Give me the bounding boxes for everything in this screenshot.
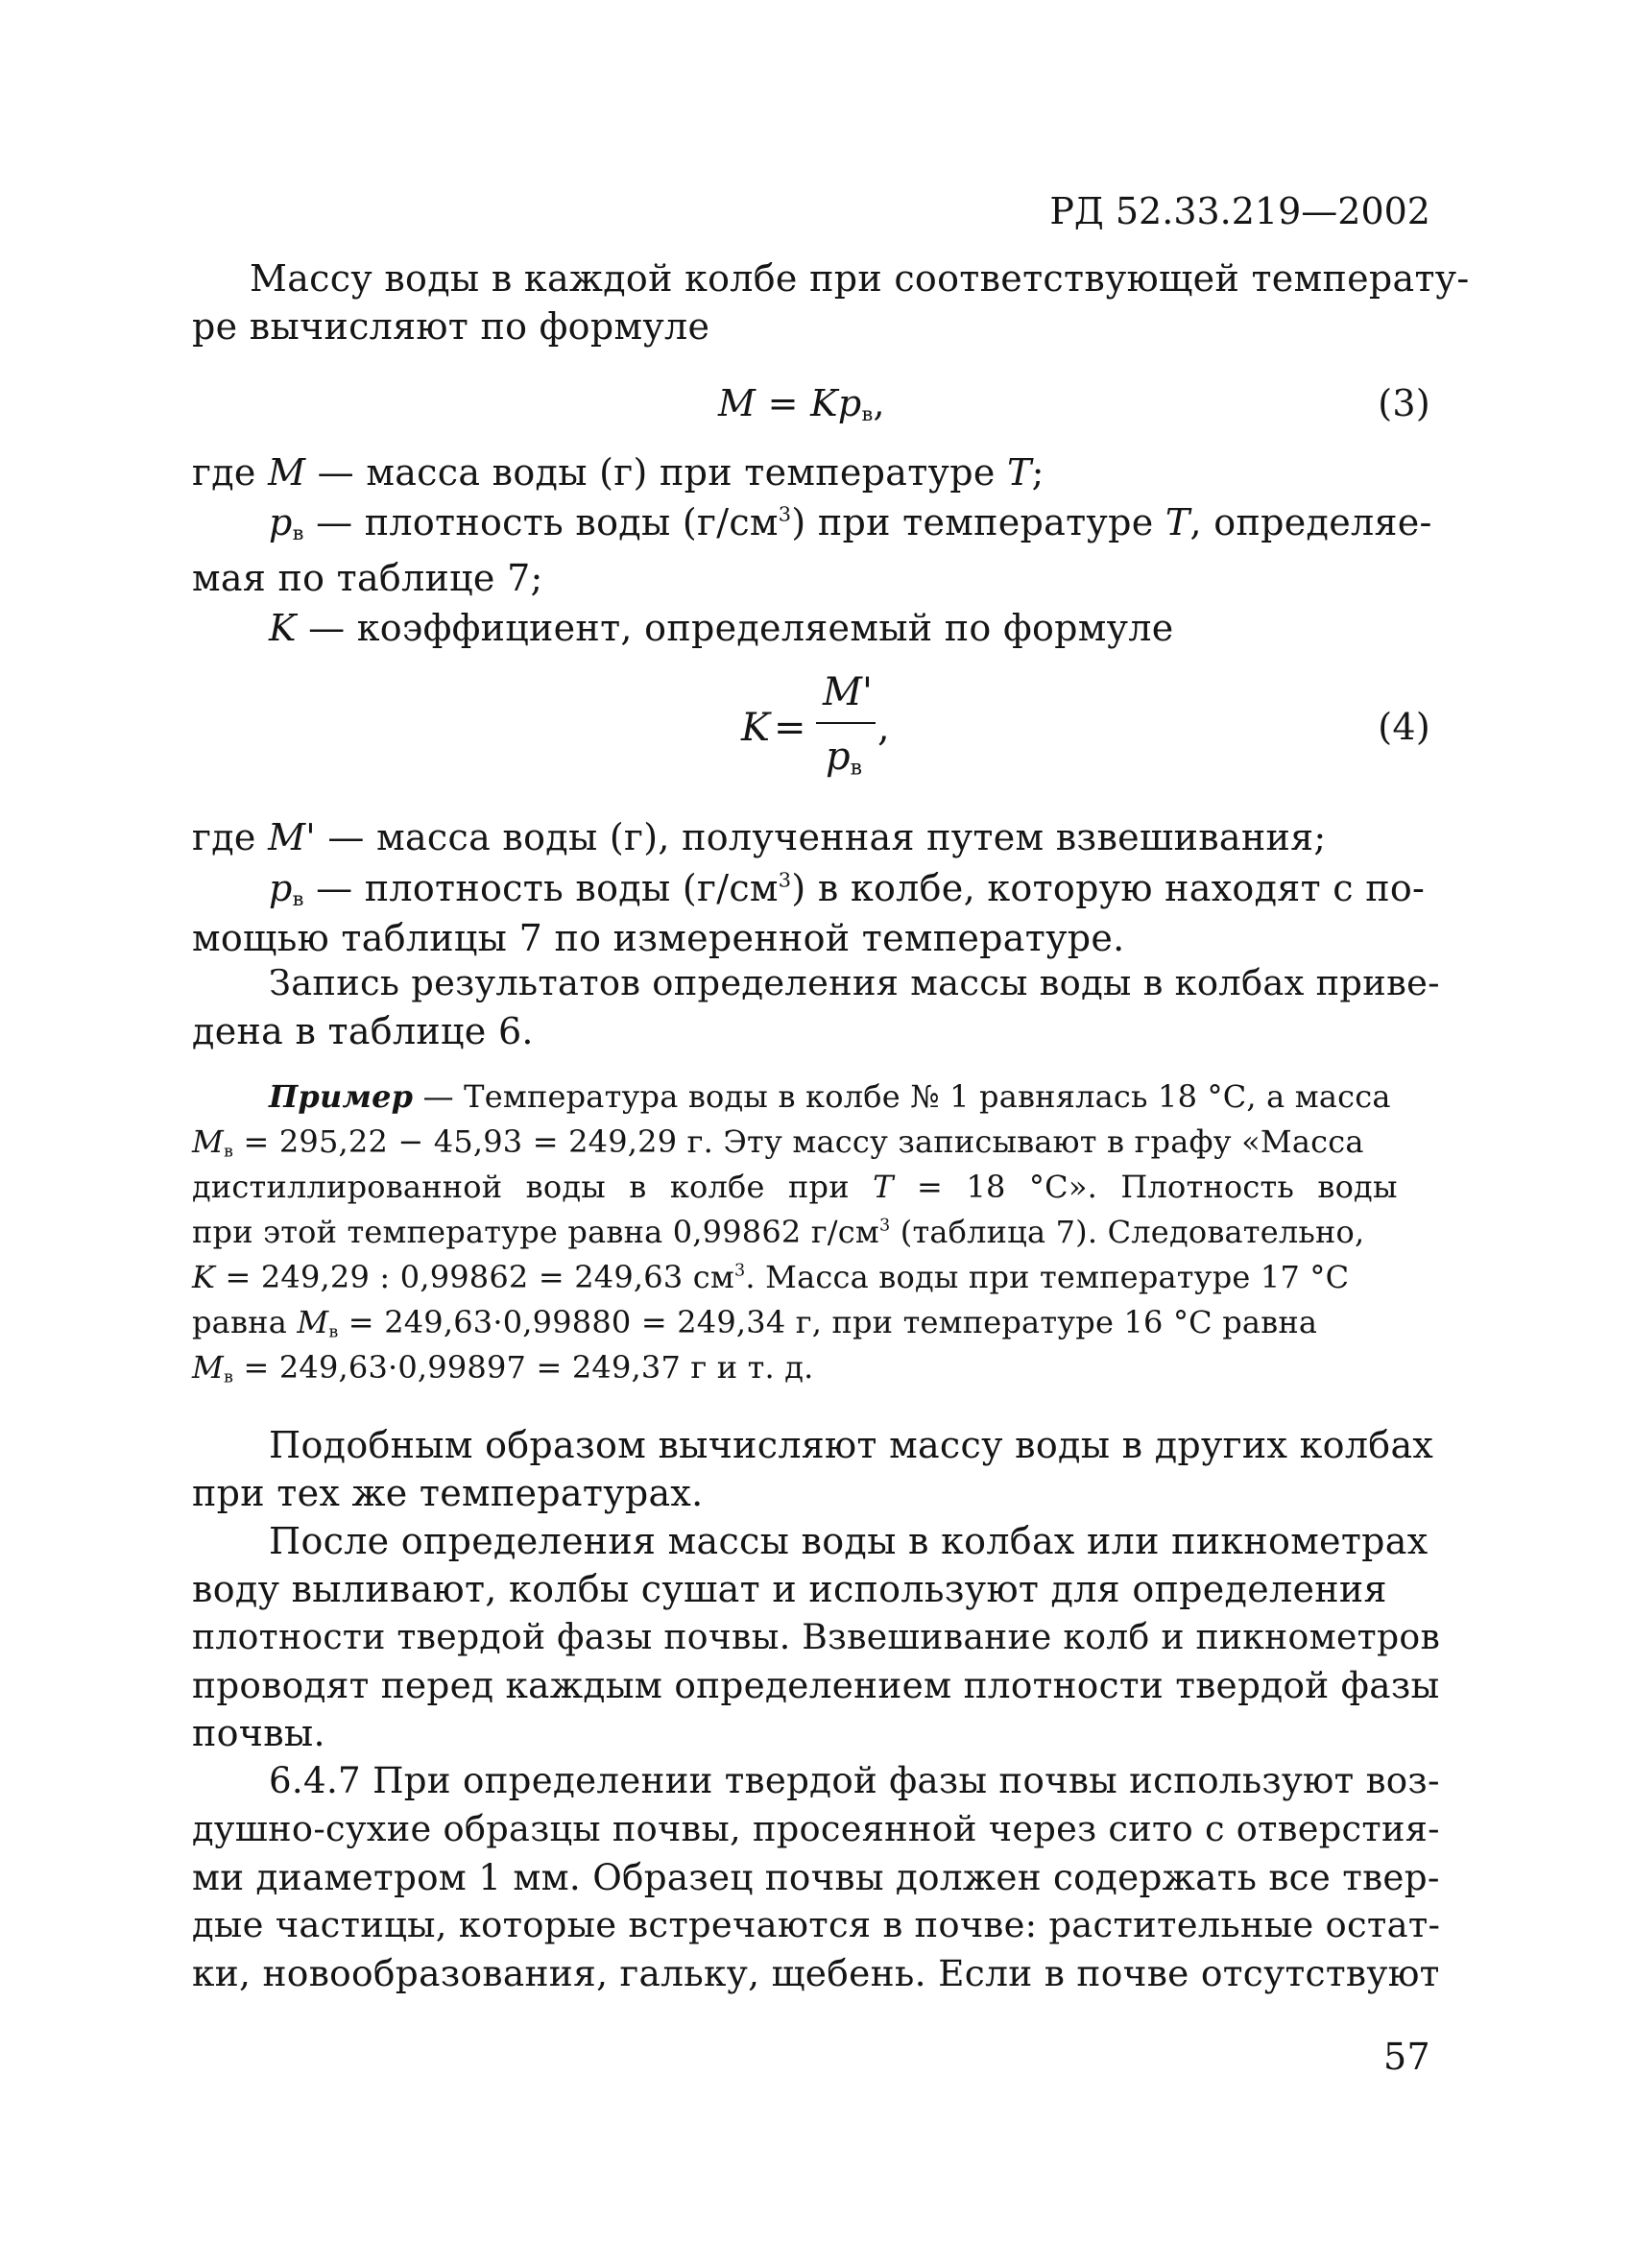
text: = 295,22 − 45,93 = 249,29 г. Эту массу записывают в графу «Масса xyxy=(233,1123,1364,1160)
formula-var: M xyxy=(297,1304,329,1340)
formula-sub: в xyxy=(223,1142,234,1162)
definition-line: мощью таблицы 7 по измеренной температуре. xyxy=(192,917,1125,959)
text: где xyxy=(192,816,269,858)
paragraph-line: при тех же температурах. xyxy=(192,1472,704,1514)
formula-4-denominator xyxy=(826,735,862,781)
definition-line xyxy=(192,451,1045,494)
paragraph-line: дена в таблице 6. xyxy=(192,1010,534,1052)
formula-var: p xyxy=(269,501,293,543)
text: = 249,63·0,99897 = 249,37 г и т. д. xyxy=(233,1349,814,1386)
page-number: 57 xyxy=(1383,2036,1430,2078)
example-line xyxy=(192,1304,1317,1341)
text: — масса воды (г) при температуре xyxy=(305,451,1007,494)
definition-line xyxy=(269,501,1430,544)
formula-sub: в xyxy=(861,402,874,426)
formula-4-numerator: M' xyxy=(823,670,873,714)
formula-var: M xyxy=(268,451,306,494)
text: ) в колбе, которую находят с по- xyxy=(791,867,1426,909)
text: где xyxy=(192,451,269,494)
text: = 18 °С». Плотность воды xyxy=(893,1169,1398,1205)
formula-var: T xyxy=(1165,501,1190,543)
text: = 249,63·0,99880 = 249,34 г, при температуре 16 °С равна xyxy=(338,1304,1318,1340)
paragraph-line: 6.4.7 При определении твердой фазы почвы используют воз- xyxy=(269,1760,1440,1801)
paragraph-line: Подобным образом вычисляют массу воды в других колбах xyxy=(269,1424,1434,1466)
formula-3 xyxy=(718,382,885,425)
formula-var: T xyxy=(1007,451,1032,494)
formula-sup: 3 xyxy=(879,1216,891,1236)
text: — Температура воды в колбе № 1 равнялась 18 °С, а масса xyxy=(413,1078,1391,1115)
formula-4-lhs: K xyxy=(741,706,770,750)
text: , определяе- xyxy=(1189,501,1432,543)
text: (таблица 7). Следовательно, xyxy=(890,1214,1365,1250)
text: — масса воды (г), полученная путем взвешивания; xyxy=(316,816,1327,858)
formula-var: M' xyxy=(268,816,317,858)
definition-line xyxy=(269,607,1174,649)
document-code: РД 52.33.219—2002 xyxy=(1049,190,1430,232)
definition-line xyxy=(192,816,1326,858)
formula-sup: 3 xyxy=(778,502,792,526)
example-line xyxy=(192,1214,1364,1250)
example-line xyxy=(192,1259,1349,1295)
text: дистиллированной воды в колбе при xyxy=(192,1169,874,1205)
paragraph-line: ки, новообразования, гальку, щебень. Если в почве отсутствуют xyxy=(192,1952,1440,1994)
paragraph-line: душно-сухие образцы почвы, просеянной через сито с отверстия- xyxy=(192,1808,1440,1849)
formula-sub: в xyxy=(850,756,862,781)
paragraph-line: плотности твердой фазы почвы. Взвешивание колб и пикнометров xyxy=(192,1616,1441,1657)
text: равна xyxy=(192,1304,298,1340)
formula-var: p xyxy=(269,867,293,909)
fraction-bar xyxy=(816,722,876,724)
formula-4-tail: , xyxy=(877,706,890,750)
paragraph-line: почвы. xyxy=(192,1712,325,1754)
text: . Масса воды при температуре 17 °С xyxy=(745,1259,1350,1295)
example-line xyxy=(192,1123,1364,1161)
formula-sub: в xyxy=(223,1367,234,1387)
formula-var: K xyxy=(192,1259,216,1295)
example-line xyxy=(269,1078,1391,1115)
formula-number: (3) xyxy=(1378,382,1430,424)
formula-eq: = xyxy=(756,382,811,424)
definition-line xyxy=(269,867,1425,910)
formula-var: M xyxy=(192,1349,224,1386)
paragraph-line: Запись результатов определения массы воды в колбах приве- xyxy=(269,962,1440,1003)
formula-sub: в xyxy=(292,887,304,911)
text: = 249,29 : 0,99862 = 249,63 см xyxy=(215,1259,734,1295)
paragraph-line: Массу воды в каждой колбе при соответствующей температу- xyxy=(250,257,1470,300)
formula-var: p xyxy=(837,382,862,424)
formula-sup: 3 xyxy=(734,1261,746,1281)
formula-var: K xyxy=(810,382,838,424)
text: — плотность воды (г/см xyxy=(303,501,779,543)
formula-var: T xyxy=(873,1169,894,1205)
text: при этой температуре равна 0,99862 г/см xyxy=(192,1214,880,1250)
text: — коэффициент, определяемый по формуле xyxy=(296,607,1174,649)
example-line xyxy=(192,1169,1398,1205)
paragraph-line: проводят перед каждым определением плотности твердой фазы xyxy=(192,1664,1440,1706)
formula-4-eq: = xyxy=(774,706,806,750)
text: ) при температуре xyxy=(791,501,1165,543)
formula-var: M xyxy=(192,1123,224,1160)
paragraph-line: ми диаметром 1 мм. Образец почвы должен содержать все твер- xyxy=(192,1856,1440,1898)
text: ; xyxy=(1031,451,1045,494)
formula-var: p xyxy=(826,735,851,779)
formula-sub: в xyxy=(292,521,304,545)
example-line xyxy=(192,1349,814,1387)
paragraph-line: дые частицы, которые встречаются в почве: растительные остат- xyxy=(192,1904,1441,1945)
definition-line: мая по таблице 7; xyxy=(192,557,543,599)
formula-sup: 3 xyxy=(778,868,792,892)
paragraph-line: После определения массы воды в колбах или пикнометрах xyxy=(269,1520,1429,1562)
formula-number: (4) xyxy=(1378,706,1430,748)
formula-var: K xyxy=(269,607,297,649)
paragraph-line: воду выливают, колбы сушат и используют для определения xyxy=(192,1568,1387,1610)
formula-sub: в xyxy=(328,1322,339,1342)
formula-tail: , xyxy=(873,382,885,424)
formula-var: M xyxy=(718,382,756,424)
text: — плотность воды (г/см xyxy=(303,867,779,909)
example-label: Пример xyxy=(269,1078,414,1115)
paragraph-line: ре вычисляют по формуле xyxy=(192,305,710,348)
